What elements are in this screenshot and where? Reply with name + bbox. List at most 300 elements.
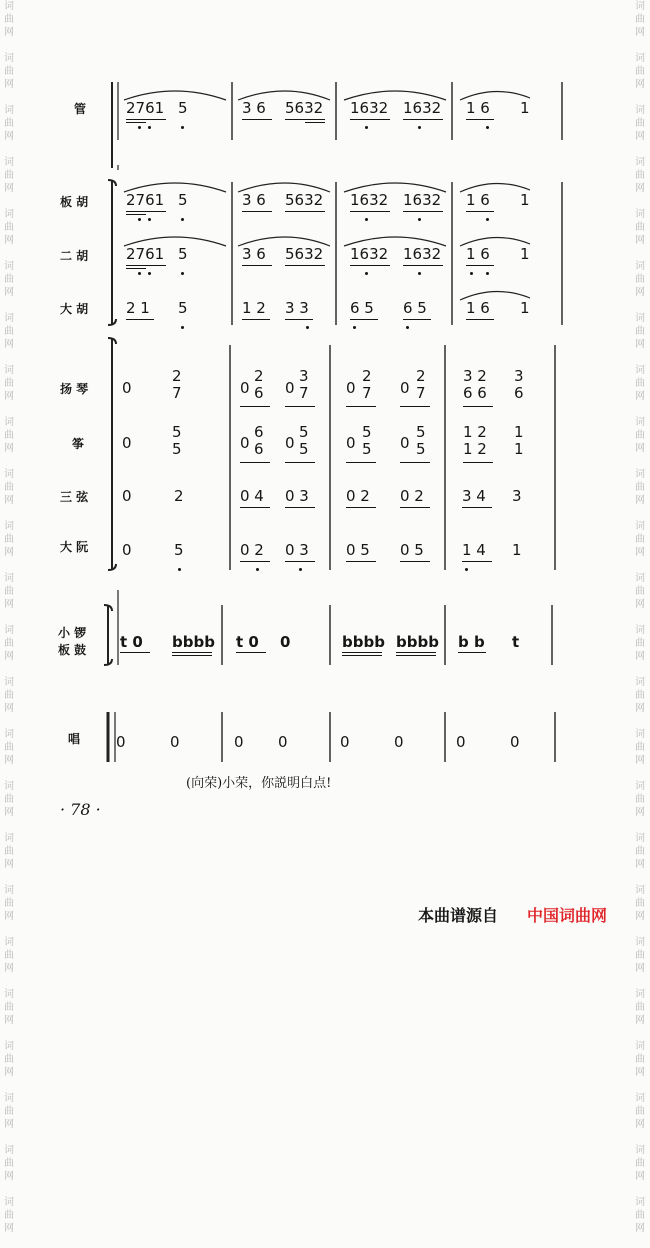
bracket-plucked: [108, 338, 116, 570]
spoken-line: (向荣)小荣，你説明白点!: [186, 776, 332, 791]
watermark-char: 词: [4, 781, 14, 792]
watermark-char: 曲: [4, 846, 14, 857]
source-text: 本曲谱源自: [418, 906, 499, 925]
watermark-char: 曲: [635, 170, 645, 181]
watermark-char: 词: [635, 417, 645, 428]
watermark-gap: [1, 923, 17, 936]
chord: 5 5: [362, 423, 372, 458]
watermark-char: 网: [635, 1015, 645, 1026]
watermark-char: 词: [635, 157, 645, 168]
note: 0: [122, 541, 132, 559]
watermark-char: 网: [4, 547, 14, 558]
watermark-char: 曲: [635, 794, 645, 805]
watermark-char: 网: [4, 131, 14, 142]
note: 1632: [403, 99, 442, 117]
note: 1: [520, 191, 530, 209]
watermark-char: 网: [635, 183, 645, 194]
note: 5: [178, 191, 188, 209]
note: 1632: [403, 245, 442, 263]
note: 0 3: [285, 487, 309, 505]
note: 0 5: [400, 541, 424, 559]
note: 1: [512, 541, 522, 559]
label-daruan: 大 阮: [60, 540, 89, 554]
watermark-gap: [1, 1235, 17, 1248]
watermark-char: 曲: [4, 742, 14, 753]
watermark-char: 词: [4, 417, 14, 428]
watermark-char: 曲: [4, 482, 14, 493]
watermark-gap: [632, 819, 648, 832]
watermark-char: 曲: [635, 1210, 645, 1221]
watermark-char: 曲: [635, 430, 645, 441]
watermark-char: 词: [4, 1145, 14, 1156]
watermark-char: 曲: [635, 326, 645, 337]
watermark-gap: [1, 39, 17, 52]
note: 3 6: [242, 99, 266, 117]
note: 2761: [126, 191, 165, 209]
watermark-char: 网: [4, 339, 14, 350]
watermark-gap: [632, 403, 648, 416]
watermark-char: 网: [635, 911, 645, 922]
watermark-char: 曲: [635, 1158, 645, 1169]
watermark-char: 词: [635, 573, 645, 584]
note: 0 2: [346, 487, 370, 505]
note: 1 4: [462, 541, 486, 559]
note: 5632: [285, 99, 324, 117]
watermark-char: 网: [4, 1015, 14, 1026]
bracket-inner: [115, 82, 118, 762]
watermark-char: 曲: [4, 898, 14, 909]
watermark-gap: [632, 559, 648, 572]
watermark-char: 词: [635, 1, 645, 12]
note: 0 5: [346, 541, 370, 559]
label-banhu: 板 胡: [60, 195, 89, 209]
watermark-char: 网: [4, 287, 14, 298]
watermark-char: 曲: [4, 326, 14, 337]
watermark-char: 曲: [635, 482, 645, 493]
chord: 2 7: [172, 367, 182, 402]
watermark-char: 网: [635, 287, 645, 298]
watermark-char: 词: [4, 1197, 14, 1208]
watermark-gap: [632, 1183, 648, 1196]
note: 0: [510, 733, 520, 751]
note: 2: [174, 487, 184, 505]
watermark-char: 词: [4, 833, 14, 844]
watermark-char: 词: [4, 729, 14, 740]
watermark-char: 曲: [4, 14, 14, 25]
watermark-char: 词: [635, 53, 645, 64]
watermark-char: 网: [4, 79, 14, 90]
watermark-char: 词: [635, 105, 645, 116]
watermark-char: 词: [635, 729, 645, 740]
bracket-strings: [108, 180, 116, 325]
note: 2761: [126, 99, 165, 117]
chord: 6 6: [254, 423, 264, 458]
chord: 1 1: [514, 423, 524, 458]
watermark-char: 曲: [4, 430, 14, 441]
watermark-gap: [632, 611, 648, 624]
watermark-char: 词: [635, 1093, 645, 1104]
watermark-char: 网: [635, 651, 645, 662]
label-erhu: 二 胡: [60, 249, 89, 263]
note: 3 4: [462, 487, 486, 505]
note: 0: [394, 733, 404, 751]
note: 0 4: [240, 487, 264, 505]
note: 6 5: [350, 299, 374, 317]
note: bbbb: [172, 633, 215, 651]
watermark-gap: [632, 923, 648, 936]
watermark-char: 曲: [4, 638, 14, 649]
chord: 3 6: [514, 367, 524, 402]
watermark-gap: [632, 195, 648, 208]
watermark-char: 网: [635, 235, 645, 246]
watermark-char: 曲: [635, 66, 645, 77]
note: 5: [178, 99, 188, 117]
note: bbbb: [396, 633, 439, 651]
watermark-char: 词: [635, 677, 645, 688]
watermark-char: 词: [635, 937, 645, 948]
watermark-gap: [632, 507, 648, 520]
note: t 0: [236, 633, 259, 651]
watermark-char: 网: [635, 547, 645, 558]
note: 0 2: [240, 541, 264, 559]
watermark-char: 词: [635, 885, 645, 896]
watermark-char: 词: [635, 989, 645, 1000]
watermark-char: 词: [4, 885, 14, 896]
watermark-char: 词: [4, 1041, 14, 1052]
watermark-char: 词: [635, 521, 645, 532]
watermark-char: 词: [635, 1145, 645, 1156]
watermark-gap: [1, 819, 17, 832]
watermark-char: 词: [4, 1093, 14, 1104]
watermark-char: 曲: [4, 66, 14, 77]
note: 0: [234, 733, 244, 751]
note: 1: [520, 299, 530, 317]
watermark-char: 网: [635, 1119, 645, 1130]
label-dahu: 大 胡: [60, 302, 89, 316]
watermark-left: [1, 0, 17, 1234]
watermark-gap: [632, 351, 648, 364]
watermark-char: 曲: [635, 534, 645, 545]
watermark-gap: [1, 195, 17, 208]
note: 0: [240, 434, 250, 452]
watermark-char: 曲: [635, 950, 645, 961]
note: 0 2: [400, 487, 424, 505]
watermark-gap: [1, 663, 17, 676]
note: 1632: [350, 191, 389, 209]
watermark-char: 网: [635, 755, 645, 766]
watermark-char: 词: [4, 313, 14, 324]
watermark-char: 网: [4, 391, 14, 402]
watermark-char: 词: [635, 1041, 645, 1052]
watermark-gap: [632, 1027, 648, 1040]
watermark-char: 词: [635, 781, 645, 792]
chord: 3 2 6 6: [463, 367, 487, 402]
watermark-char: 网: [4, 27, 14, 38]
watermark-char: 网: [635, 443, 645, 454]
watermark-char: 网: [4, 859, 14, 870]
note: 0: [122, 434, 132, 452]
watermark-char: 网: [635, 339, 645, 350]
watermark-char: 网: [635, 131, 645, 142]
watermark-char: 曲: [4, 794, 14, 805]
watermark-gap: [1, 559, 17, 572]
watermark-gap: [1, 351, 17, 364]
watermark-char: 曲: [4, 1158, 14, 1169]
watermark-gap: [1, 455, 17, 468]
watermark-char: 词: [635, 625, 645, 636]
watermark-char: 网: [4, 235, 14, 246]
watermark-char: 曲: [635, 378, 645, 389]
watermark-gap: [632, 143, 648, 156]
watermark-char: 网: [4, 963, 14, 974]
note: 5632: [285, 191, 324, 209]
note: 1 6: [466, 299, 490, 317]
watermark-char: 词: [4, 209, 14, 220]
page-number: · 78 ·: [60, 800, 101, 819]
chord: 2 7: [416, 367, 426, 402]
watermark-gap: [1, 767, 17, 780]
note: 0: [240, 379, 250, 397]
watermark-char: 网: [4, 703, 14, 714]
watermark-char: 词: [4, 1, 14, 12]
note: 5: [174, 541, 184, 559]
watermark-char: 网: [4, 1223, 14, 1234]
watermark-char: 网: [635, 859, 645, 870]
label-zheng: 筝: [72, 437, 85, 451]
note: 0: [122, 379, 132, 397]
watermark-char: 网: [4, 755, 14, 766]
watermark-char: 词: [4, 573, 14, 584]
watermark-char: 曲: [635, 118, 645, 129]
watermark-char: 词: [635, 209, 645, 220]
watermark-gap: [1, 299, 17, 312]
watermark-char: 词: [4, 365, 14, 376]
watermark-char: 网: [4, 807, 14, 818]
note: 1632: [350, 99, 389, 117]
watermark-char: 词: [4, 469, 14, 480]
watermark-char: 曲: [4, 1106, 14, 1117]
note: 0: [456, 733, 466, 751]
note: 5632: [285, 245, 324, 263]
watermark-char: 曲: [4, 1002, 14, 1013]
watermark-gap: [1, 1079, 17, 1092]
note: 1 6: [466, 99, 490, 117]
watermark-char: 曲: [635, 222, 645, 233]
watermark-gap: [632, 767, 648, 780]
watermark-char: 曲: [4, 586, 14, 597]
watermark-char: 曲: [4, 1054, 14, 1065]
watermark-char: 词: [4, 625, 14, 636]
watermark-gap: [632, 455, 648, 468]
watermark-char: 网: [635, 703, 645, 714]
watermark-char: 网: [4, 183, 14, 194]
note: 0: [400, 434, 410, 452]
watermark-char: 网: [4, 651, 14, 662]
note: 5: [178, 299, 188, 317]
watermark-char: 网: [635, 599, 645, 610]
watermark-gap: [1, 1027, 17, 1040]
watermark-char: 网: [635, 963, 645, 974]
watermark-char: 网: [4, 1067, 14, 1078]
watermark-char: 曲: [4, 222, 14, 233]
watermark-char: 网: [4, 443, 14, 454]
watermark-char: 曲: [4, 118, 14, 129]
bracket-percussion: [104, 605, 112, 665]
watermark-gap: [632, 299, 648, 312]
watermark-char: 曲: [635, 274, 645, 285]
watermark-char: 曲: [4, 1210, 14, 1221]
note: 0: [170, 733, 180, 751]
note: 0: [280, 633, 291, 651]
note: 0: [346, 434, 356, 452]
watermark-char: 网: [4, 495, 14, 506]
watermark-gap: [1, 871, 17, 884]
note: 3: [512, 487, 522, 505]
note: 0: [278, 733, 288, 751]
note: 5: [178, 245, 188, 263]
note: b b: [458, 633, 485, 651]
watermark-gap: [1, 715, 17, 728]
watermark-char: 词: [635, 365, 645, 376]
watermark-char: 网: [635, 1067, 645, 1078]
watermark-char: 曲: [4, 378, 14, 389]
note: 1 6: [466, 245, 490, 263]
watermark-char: 词: [4, 937, 14, 948]
watermark-char: 网: [635, 1223, 645, 1234]
note: 1: [520, 99, 530, 117]
note: 0: [346, 379, 356, 397]
note: 1632: [350, 245, 389, 263]
chord: 1 2 1 2: [463, 423, 487, 458]
watermark-char: 曲: [635, 638, 645, 649]
watermark-gap: [632, 1131, 648, 1144]
watermark-char: 词: [4, 677, 14, 688]
watermark-char: 曲: [635, 14, 645, 25]
note: t 0: [120, 633, 143, 651]
watermark-char: 网: [4, 1171, 14, 1182]
note: 0: [400, 379, 410, 397]
watermark-char: 词: [4, 105, 14, 116]
chord: 5 5: [416, 423, 426, 458]
watermark-gap: [632, 975, 648, 988]
chord: 3 7: [299, 367, 309, 402]
watermark-char: 词: [635, 261, 645, 272]
watermark-gap: [1, 143, 17, 156]
watermark-char: 曲: [4, 950, 14, 961]
watermark-char: 词: [635, 833, 645, 844]
watermark-gap: [1, 507, 17, 520]
chord: 2 6: [254, 367, 264, 402]
watermark-gap: [632, 715, 648, 728]
watermark-char: 曲: [4, 534, 14, 545]
label-sanxian: 三 弦: [60, 490, 89, 504]
watermark-char: 词: [635, 469, 645, 480]
watermark-right: [632, 0, 648, 1234]
note: 2761: [126, 245, 165, 263]
watermark-char: 曲: [4, 170, 14, 181]
note: 3 3: [285, 299, 309, 317]
note: 3 6: [242, 191, 266, 209]
watermark-gap: [632, 871, 648, 884]
source-brand-link[interactable]: 中国词曲网: [527, 906, 608, 925]
note: 1 2: [242, 299, 266, 317]
watermark-gap: [1, 247, 17, 260]
watermark-char: 曲: [635, 742, 645, 753]
watermark-gap: [1, 611, 17, 624]
watermark-char: 词: [635, 1197, 645, 1208]
chord: 2 7: [362, 367, 372, 402]
label-bangu: 板 鼓: [58, 643, 87, 657]
watermark-char: 网: [4, 1119, 14, 1130]
watermark-char: 词: [4, 53, 14, 64]
note: 1: [520, 245, 530, 263]
watermark-char: 网: [635, 1171, 645, 1182]
watermark-gap: [632, 39, 648, 52]
watermark-char: 网: [635, 807, 645, 818]
watermark-gap: [632, 663, 648, 676]
watermark-gap: [1, 975, 17, 988]
watermark-char: 网: [635, 391, 645, 402]
watermark-char: 曲: [4, 690, 14, 701]
watermark-gap: [1, 403, 17, 416]
note: bbbb: [342, 633, 385, 651]
note: t: [512, 633, 520, 651]
note: 1 6: [466, 191, 490, 209]
note: 2 1: [126, 299, 150, 317]
watermark-gap: [632, 1235, 648, 1248]
note: 1632: [403, 191, 442, 209]
note: 0: [122, 487, 132, 505]
note: 0: [285, 434, 295, 452]
watermark-char: 网: [635, 27, 645, 38]
note: 0: [116, 733, 126, 751]
label-guan: 管: [74, 102, 87, 116]
note: 6 5: [403, 299, 427, 317]
watermark-char: 曲: [4, 274, 14, 285]
watermark-char: 曲: [635, 586, 645, 597]
watermark-char: 曲: [635, 1054, 645, 1065]
watermark-char: 词: [635, 313, 645, 324]
note: 0: [285, 379, 295, 397]
watermark-char: 词: [4, 989, 14, 1000]
chord: 5 5: [172, 423, 182, 458]
watermark-char: 曲: [635, 1002, 645, 1013]
watermark-char: 曲: [635, 846, 645, 857]
label-chang: 唱: [68, 732, 81, 746]
label-yangqin: 扬 琴: [60, 382, 89, 396]
note: 0: [340, 733, 350, 751]
note: 3 6: [242, 245, 266, 263]
label-xiaoluo: 小 锣: [58, 626, 87, 640]
watermark-char: 网: [635, 79, 645, 90]
note: 0 3: [285, 541, 309, 559]
watermark-char: 曲: [635, 898, 645, 909]
watermark-char: 曲: [635, 1106, 645, 1117]
watermark-gap: [632, 91, 648, 104]
watermark-char: 词: [4, 521, 14, 532]
watermark-char: 曲: [635, 690, 645, 701]
watermark-char: 网: [4, 599, 14, 610]
watermark-gap: [632, 247, 648, 260]
watermark-gap: [1, 91, 17, 104]
watermark-gap: [1, 1183, 17, 1196]
watermark-gap: [632, 1079, 648, 1092]
watermark-char: 词: [4, 157, 14, 168]
watermark-char: 网: [4, 911, 14, 922]
watermark-char: 网: [635, 495, 645, 506]
chord: 5 5: [299, 423, 309, 458]
watermark-gap: [1, 1131, 17, 1144]
